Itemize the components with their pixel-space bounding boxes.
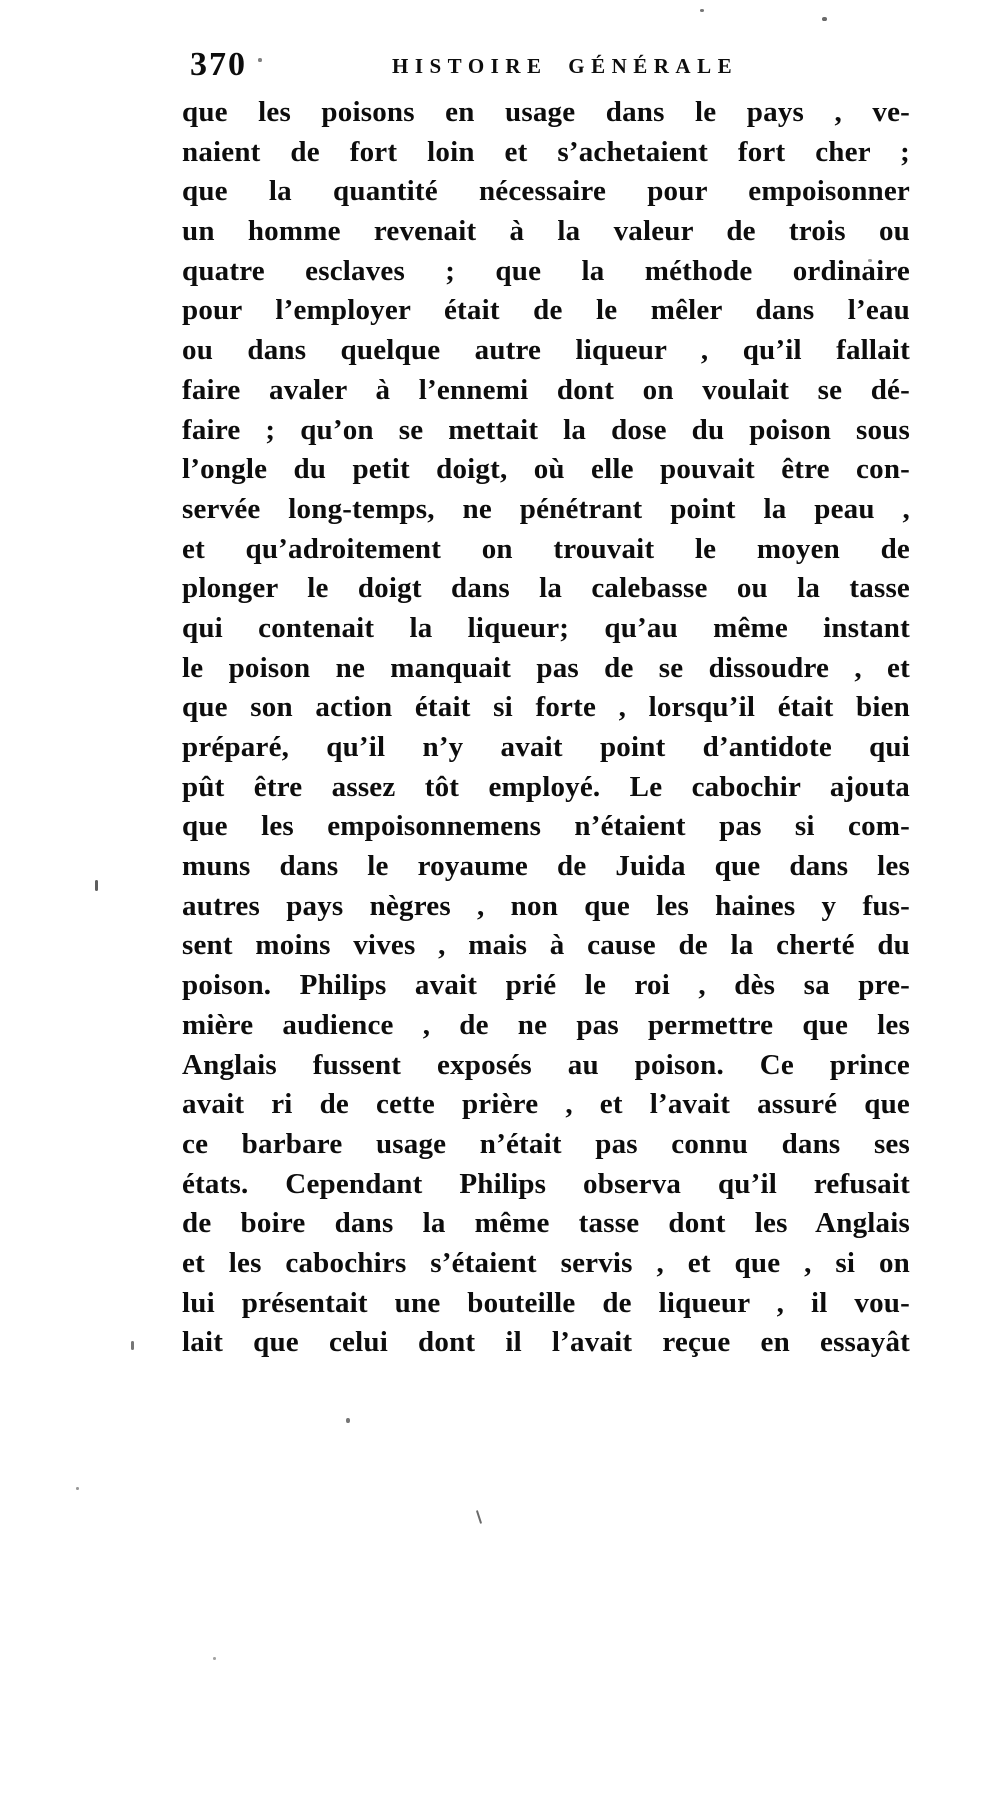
- text-line: états. Cependant Philips observa qu’il refusait: [182, 1167, 910, 1200]
- text-line: et les cabochirs s’étaient servis , et que , si on: [182, 1246, 910, 1279]
- ink-speck: [868, 259, 872, 262]
- ink-speck: [95, 880, 98, 891]
- text-line: qui contenait la liqueur; qu’au même instant: [182, 611, 910, 644]
- ink-speck: [131, 1341, 134, 1350]
- text-line: le poison ne manquait pas de se dissoudre , et: [182, 651, 910, 684]
- ink-speck: [213, 1657, 216, 1660]
- text-line: quatre esclaves ; que la méthode ordinaire: [182, 254, 910, 287]
- text-line: avait ri de cette prière , et l’avait assuré que: [182, 1088, 910, 1121]
- text-line: servée long-temps, ne pénétrant point la peau ,: [182, 492, 910, 525]
- ink-speck: [822, 17, 827, 21]
- text-line: autres pays nègres , non que les haines y fus-: [182, 889, 910, 922]
- text-line: de boire dans la même tasse dont les Anglais: [182, 1207, 910, 1240]
- text-line: lait que celui dont il l’avait reçue en essayât: [182, 1326, 910, 1359]
- text-line: plonger le doigt dans la calebasse ou la tasse: [182, 572, 910, 605]
- text-line: que la quantité nécessaire pour empoisonner: [182, 175, 910, 208]
- text-line: faire avaler à l’ennemi dont on voulait se dé-: [182, 373, 910, 406]
- ink-speck: [476, 1510, 482, 1524]
- page-number: 370: [190, 46, 247, 83]
- text-line: ou dans quelque autre liqueur , qu’il fallait: [182, 334, 910, 367]
- text-line: ce barbare usage n’était pas connu dans ses: [182, 1127, 910, 1160]
- text-line: préparé, qu’il n’y avait point d’antidote qui: [182, 731, 910, 763]
- page-header: [0, 0, 1000, 95]
- ink-speck: [258, 58, 262, 62]
- text-line: un homme revenait à la valeur de trois ou: [182, 215, 910, 248]
- text-line: pût être assez tôt employé. Le cabochir ajouta: [182, 770, 910, 803]
- text-line: l’ongle du petit doigt, où elle pouvait être con-: [182, 453, 910, 486]
- text-line: muns dans le royaume de Juida que dans les: [182, 850, 910, 883]
- text-line: sent moins vives , mais à cause de la cherté du: [182, 929, 910, 962]
- text-line: faire ; qu’on se mettait la dose du poison sous: [182, 413, 910, 446]
- text-line: pour l’employer était de le mêler dans l’eau: [182, 294, 910, 327]
- running-title: HISTOIRE GÉNÉRALE: [392, 54, 739, 78]
- text-line: Anglais fussent exposés au poison. Ce prince: [182, 1048, 910, 1081]
- body-text: [182, 93, 910, 1363]
- text-line: poison. Philips avait prié le roi , dès sa pre-: [182, 969, 910, 1002]
- text-line: que son action était si forte , lorsqu’il était bien: [182, 691, 910, 724]
- text-line: naient de fort loin et s’achetaient fort cher ;: [182, 135, 910, 168]
- text-line: que les poisons en usage dans le pays , ve-: [182, 96, 910, 128]
- text-line: et qu’adroitement on trouvait le moyen de: [182, 532, 910, 565]
- text-line: mière audience , de ne pas permettre que les: [182, 1008, 910, 1041]
- ink-speck: [700, 9, 704, 12]
- text-line: que les empoisonnemens n’étaient pas si com-: [182, 810, 910, 843]
- ink-speck: [346, 1418, 350, 1423]
- ink-speck: [76, 1487, 79, 1490]
- text-line: lui présentait une bouteille de liqueur , il vou-: [182, 1286, 910, 1319]
